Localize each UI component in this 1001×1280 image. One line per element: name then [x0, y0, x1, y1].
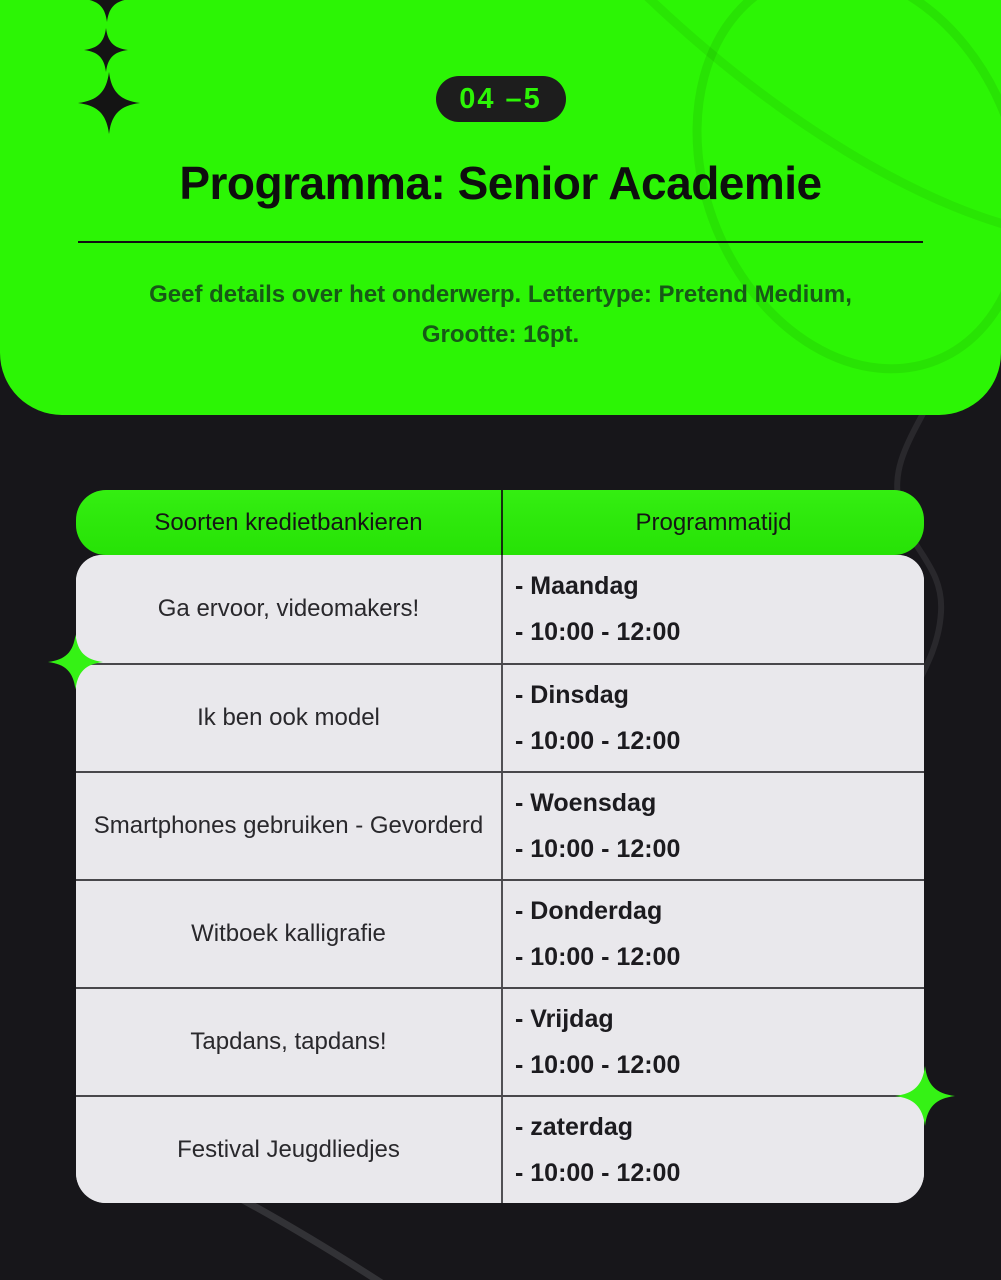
time-label: - 10:00 - 12:00 — [515, 942, 681, 971]
page-number-badge — [436, 76, 566, 122]
table-row — [76, 555, 924, 663]
table-row — [76, 987, 924, 1095]
table-body — [76, 555, 924, 1203]
activity-cell: Ik ben ook model — [197, 704, 380, 731]
page-number-label: 04 –5 — [459, 82, 542, 115]
table-row — [76, 771, 924, 879]
time-label: - 10:00 - 12:00 — [515, 726, 681, 755]
activity-cell: Smartphones gebruiken - Gevorderd — [93, 812, 484, 839]
activity-cell: Tapdans, tapdans! — [190, 1028, 387, 1055]
subtitle-line-1: Geef details over het onderwerp. Lettertype: Pretend Medium, — [149, 281, 852, 308]
table-header-time: Programmatijd — [501, 490, 924, 555]
day-label: - Dinsdag — [515, 680, 629, 709]
sparkle-icon — [84, 0, 130, 22]
time-cell — [501, 881, 924, 987]
table-row — [76, 879, 924, 987]
table-row — [76, 1095, 924, 1203]
table-header-row — [76, 490, 924, 555]
activity-cell: Festival Jeugdliedjes — [177, 1136, 400, 1163]
day-label: - zaterdag — [515, 1112, 634, 1141]
time-cell — [501, 1097, 924, 1203]
subtitle-line-2: Grootte: 16pt. — [421, 321, 580, 348]
time-label: - 10:00 - 12:00 — [515, 617, 681, 646]
activity-cell: Witboek kalligrafie — [191, 920, 386, 947]
time-cell — [501, 555, 924, 663]
activity-cell: Ga ervoor, videomakers! — [157, 595, 420, 622]
day-label: - Maandag — [515, 571, 639, 600]
page-title: Programma: Senior Academie — [179, 157, 822, 209]
sparkle-icon — [895, 1066, 955, 1126]
title-divider — [78, 241, 923, 243]
time-cell — [501, 665, 924, 771]
sparkle-icon — [48, 634, 103, 690]
time-label: - 10:00 - 12:00 — [515, 1158, 681, 1187]
time-cell — [501, 989, 924, 1095]
program-table — [76, 490, 924, 1203]
table-row — [76, 663, 924, 771]
day-label: - Donderdag — [515, 896, 663, 925]
table-header-activity: Soorten kredietbankieren — [154, 508, 423, 536]
sparkle-icon — [78, 72, 140, 134]
sparkle-icon — [84, 28, 128, 72]
day-label: - Vrijdag — [515, 1004, 614, 1033]
day-label: - Woensdag — [515, 788, 657, 817]
time-label: - 10:00 - 12:00 — [515, 1050, 681, 1079]
time-cell — [501, 773, 924, 879]
header-banner — [0, 0, 1001, 415]
time-label: - 10:00 - 12:00 — [515, 834, 681, 863]
